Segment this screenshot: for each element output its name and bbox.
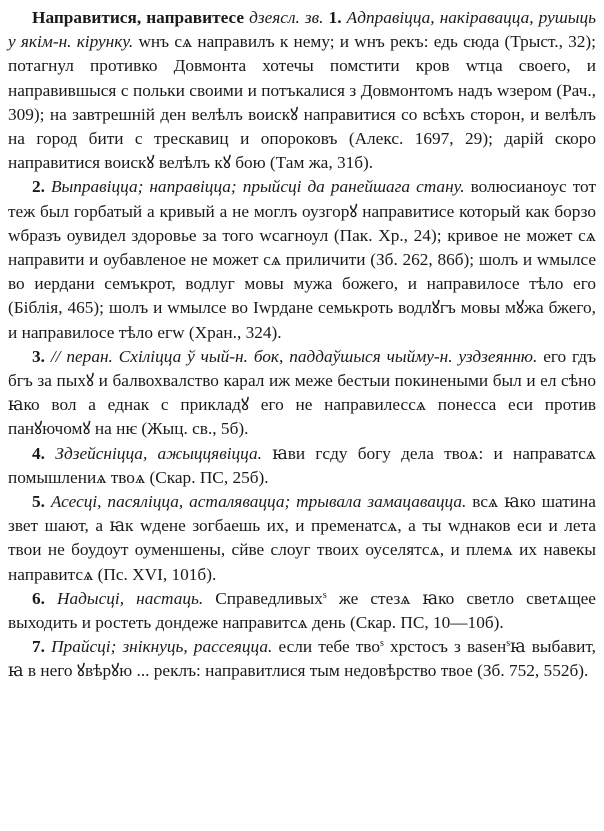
sense-3 [8, 345, 596, 442]
grammar-label: дзеясл. зв. [249, 8, 324, 27]
sense-number: 3. [32, 346, 45, 366]
sense-1 [8, 6, 596, 175]
superscript-mark: s [322, 589, 327, 601]
sense-quotes: ꙗви гсду богу дела твоѧ: и направатсѧ помышлениѧ твоѧ (Скар. ПС, 25б). [8, 443, 597, 487]
sense-definition: Адправіцца, накіравацца, рушыць у якім-н. кірунку. [8, 8, 597, 52]
superscript-mark: s [380, 638, 384, 650]
sense-definition: Выправіцца; направіцца; прыйсці да ранейшага стану. [50, 177, 465, 197]
sense-6 [8, 587, 596, 635]
sense-definition: // перан. Схіліцца ў чый-н. бок, паддаўшыся чыйму-н. уздзеянню. [50, 346, 538, 366]
sense-quotes: его гдъ бгъ за пыхꙋ и балвохвалство карал иж меже бестыи покинеными был и ел сѣно ꙗко вол а еднак с прикладꙋ его не направилессѧ понесса еси против панꙋючомꙋ на нѥ (Жыц. св., 5б). [8, 346, 597, 439]
sense-definition: Здзейсніцца, ажыццявіцца. [55, 443, 262, 463]
sense-5 [8, 490, 596, 587]
sense-quotes-middle: хрстосъ з ваѕен [383, 637, 507, 657]
superscript-mark-2: s [506, 638, 511, 650]
sense-number: 5. [32, 492, 45, 512]
sense-definition: Надысці, настаць. [57, 588, 204, 608]
sense-number: 2. [32, 177, 45, 197]
sense-number: 6. [32, 588, 45, 608]
sense-quotes-end: выбавит, ꙗ в него ꙋвѣрꙋю ... реклъ: направитлися тым недовѣрство твое (Зб. 752, 552б). [8, 637, 596, 681]
sense-quotes-start: если тебе тво [278, 637, 380, 657]
sense-quotes-middle-2: ꙗ [510, 637, 526, 657]
sense-2 [8, 175, 596, 344]
sense-7 [8, 635, 596, 683]
sense-quotes-end: же стезѧ ꙗко светло светѧщее выходить и ростеть дондеже направитсѧ день (Скар. ПС, 10—10б). [8, 588, 596, 633]
sense-definition: Прайсці; знікнуць, рассеяцца. [51, 637, 273, 657]
sense-quotes: волюсианоус тот теж был горбатый а кривый а не моглъ оузгорꙋ направитисе который как борзо wбразъ оувидел здоровье за того wсагноул (Пак. Хр., 24); кривое не может сѧ направити и оубавленое не может сѧ приличити (Зб. 262, 86б); шолъ и wмылсе во иердани семъкрот, водлуг мовы мужа божего, и направилосе тѣло его (Біблія, 465); шолъ и wмылсе во Іwрдане семькроть водлꙋгъ мовы мꙋжа бжего, и направилосе тѣло егw (Хран., 324). [8, 177, 596, 342]
sense-quotes: wнъ сѧ направилъ к нему; и wнъ рекъ: едь сюда (Трыст., 32); потагнул противко Довмонта хотечы помстити кров wтца своего, и направившыся с польки своими и потъкалися з Довмонтомъ надъ wзером (Рач., 309); на завтрешній ден велѣлъ воискꙋ направитися со всѣхъ сторон, и велѣлъ на город бити с трескавиц и опороковъ (Алекс. 1697, 29); дарій скоро направитися воискꙋ велѣлъ кꙋ бою (Там жа, 31б). [8, 32, 596, 173]
sense-number: 4. [32, 443, 45, 463]
headword: Направитися, направитесе [32, 8, 245, 27]
sense-number: 1. [328, 8, 342, 27]
sense-4 [8, 442, 596, 490]
sense-quotes: всѧ ꙗко шатина звет шают, а ꙗк wдене зогбаешь их, и пременатсѧ, а ты wднаков еси и лета твои не боудоут оуменшены, сйве слоуг твоих оуселятсѧ, и племѧ их навекы направитсѧ (Пс. XVI, 101б). [8, 492, 596, 584]
sense-definition: Асесці, пасяліцца, асталявацца; трывала замацавацца. [50, 492, 467, 512]
sense-quotes-start: Справедливых [215, 588, 323, 608]
sense-number: 7. [32, 637, 45, 657]
